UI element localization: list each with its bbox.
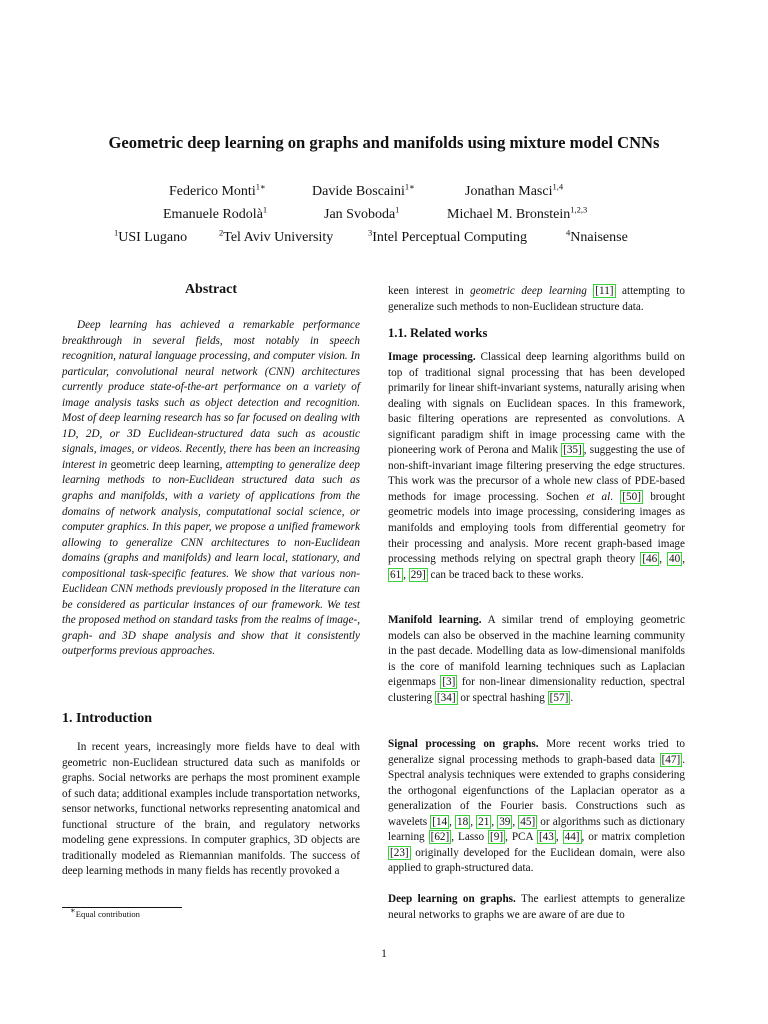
citation-link[interactable]: [34] (436, 691, 456, 704)
citation-link[interactable]: 18 (457, 815, 469, 828)
citation-link[interactable]: 21 (478, 815, 490, 828)
citation-link[interactable]: [35] (563, 444, 582, 457)
citation-link[interactable]: [23] (390, 846, 409, 859)
manifold-learning-paragraph: Manifold learning. A similar trend of employing geometric models can also be observed in the machine learning community in the past decade. Modelling data as low-dimensional manifolds is the core of manifold learning techniques such as Laplacian eigenmaps [3] for non-linear dimensionality reduction, spectral clustering [34] or spectral hashing [57] . (388, 614, 685, 704)
author: Michael M. Bronstein$^{1,2,3}$ (447, 204, 588, 222)
author: Federico Monti$^{1∗}$ (169, 181, 266, 199)
affiliation: $^3$Intel Perceptual Computing (368, 227, 527, 245)
author: Emanuele Rodolà$^1$ (163, 204, 268, 222)
page-number: 1 (381, 948, 387, 960)
abstract-body: Deep learning has achieved a remarkable performance breakthrough in several fields, most notably in speech recognition, natural language processing, and computer vision. In particular, convolutional neural network (CNN) architectures currently produce state-of-the-art performance on a variety of image analysis tasks such as object detection and recognition. Most of deep learning research has so far focused on dealing with 1D, 2D, or 3D Euclidean-structured data such as acoustic signals, images, or videos. Recently, there has been an increasing interest in geometric deep learning, attempting to generalize deep learning methods to non-Euclidean structured data such as graphs and manifolds, with a variety of applications from the domains of network analysis, computational social science, or computer graphics. In this paper, we propose a unified framework allowing to generalize CNN architectures to non-Euclidean domains (graphs and manifolds) and learn local, stationary, and compositional task-specific features. We show that various non-Euclidean CNN methods previously proposed in the literature can be considered as particular instances of our framework. We test the proposed method on standard tasks from the realms of image-, graph- and 3D shape analysis and show that it consistently outperforms previous approaches. (62, 319, 360, 658)
citation-link[interactable]: [9] (490, 831, 504, 844)
introduction-heading: 1. Introduction (62, 711, 152, 726)
citation-link[interactable]: [11] (595, 285, 614, 297)
right-intro-paragraph: keen interest in geometric deep learning [11] attempting to generalize such methods to non-Euclidean structure data. (388, 285, 686, 313)
footnote-rule (62, 907, 182, 908)
citation-link[interactable]: [14 (432, 815, 448, 828)
abstract-heading: Abstract (184, 282, 238, 297)
paper-title: Geometric deep learning on graphs and manifolds using mixture model CNNs (108, 133, 660, 152)
affiliation: $^1$USI Lugano (114, 227, 188, 245)
citation-link[interactable]: [46 (642, 553, 658, 566)
author: Jonathan Masci$^{1,4}$ (465, 181, 564, 199)
citation-link[interactable]: [47] (661, 753, 681, 766)
citation-link[interactable]: [62] (430, 831, 450, 844)
related-works-heading: 1.1. Related works (388, 326, 488, 340)
citation-link[interactable]: 45] (520, 815, 536, 828)
citation-link[interactable]: [50] (622, 490, 641, 503)
image-processing-paragraph: Image processing. Classical deep learning algorithms build on top of traditional signal processing that has been developed primarily for linear shift-invariant systems, naturally arising when dealing with signals on Euclidean spaces. In this framework, basic filtering operations are represented as convolutions. A significant paradigm shift in image processing came with the pioneering work of Perona and Malik [35] , suggesting the use of non-shift-invariant image filtering preserving the edge structures. This work was the precursor of a whole new class of PDE-based methods for image processing. Sochen et al. [50] brought geometric models into image processing, considering images as manifolds and employing tools from differential geometry for their processing and analysis. More recent graph-based image processing methods relying on spectral graph theory [46 , 40 , 61 , 29] can be traced back to these works. (388, 351, 686, 581)
citation-link[interactable]: [57] (549, 691, 569, 704)
author: Davide Boscaini$^{1∗}$ (312, 181, 415, 199)
affiliation: $^4$Nnaisense (566, 227, 628, 245)
citation-link[interactable]: [3] (442, 676, 456, 689)
deep-learning-graphs-paragraph: Deep learning on graphs. The earliest attempts to generalize neural networks to graphs we are aware of are due to (388, 893, 685, 921)
signal-processing-paragraph: Signal processing on graphs. More recent works tried to generalize signal processing methods to graph-based data [47] . Spectral analysis techniques were extended to graphs considering the orthogonal eigenfunctions of the Laplacian operator as a generalization of the Fourier basis. Constructions such as wavelets [14 , 18 , 21 , 39 , 45] or algorithms such as dictionary learning [62] , Lasso [9] , PCA [43 , 44] , or matrix completion [23] originally developed for the Euclidean domain, were also applied to graph-structured data. (388, 738, 686, 875)
citation-link[interactable]: 44] (564, 831, 580, 844)
citation-link[interactable]: 61 (390, 568, 402, 581)
citation-link[interactable]: [43 (538, 831, 554, 844)
citation-link[interactable]: 29] (410, 568, 426, 581)
author: Jan Svoboda$^1$ (324, 204, 400, 222)
introduction-body: In recent years, increasingly more fields have to deal with geometric non-Euclidean structured data such as manifolds or graphs. Social networks are perhaps the most prominent example of such data; additional examples include transportation networks, sensor networks, functional networks representing anatomical and functional structure of the brain, and regulatory networks modeling gene expressions. In computer graphics, 3D objects are traditionally modeled as Riemannian manifolds. The success of deep learning methods in many fields has recently provoked a (62, 741, 360, 878)
citation-link[interactable]: 39 (499, 815, 511, 828)
citation-link[interactable]: 40 (669, 553, 681, 566)
affiliation: $^2$Tel Aviv University (219, 227, 334, 245)
footnote: ∗Equal contribution (70, 905, 140, 919)
